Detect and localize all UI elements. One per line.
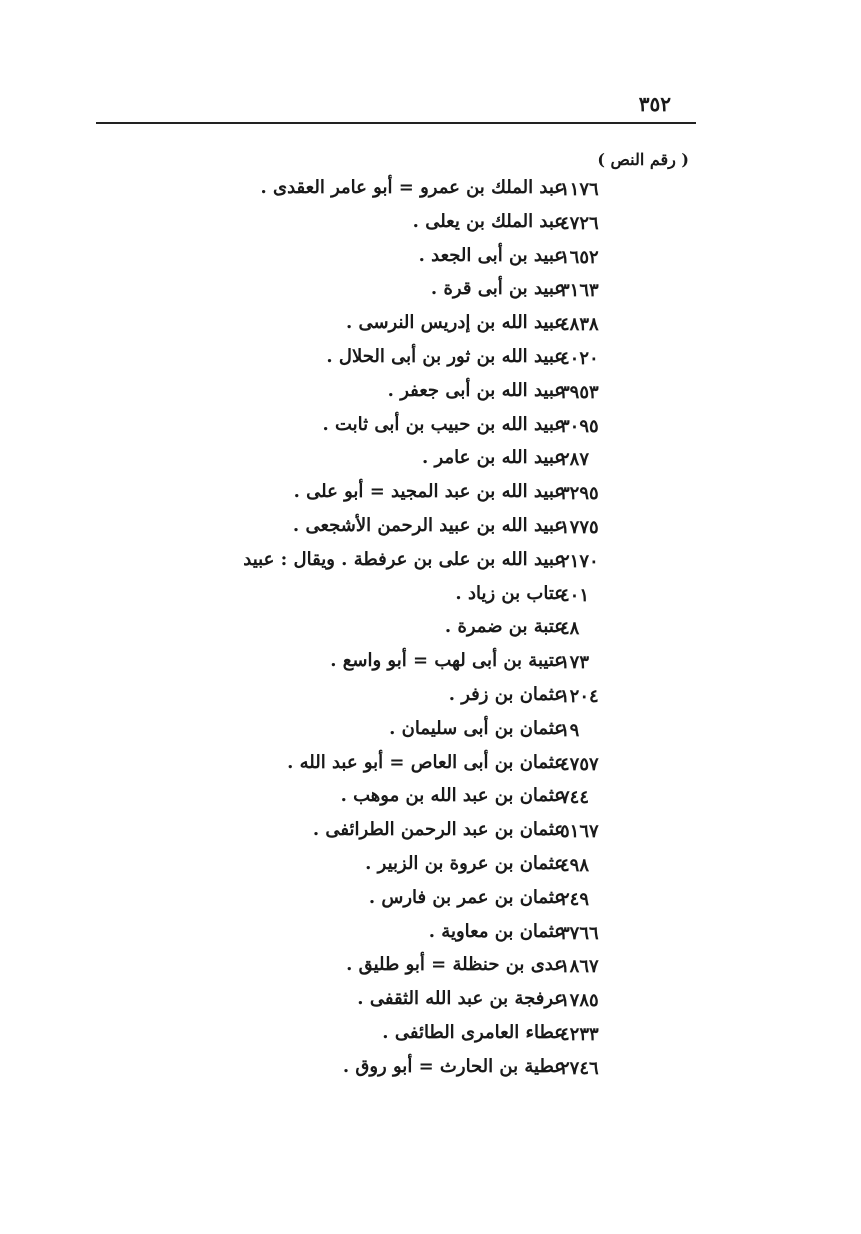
entry-name: عثمان بن عبد الله بن موهب . <box>340 785 565 807</box>
entry-number: ١٢٠٤ <box>560 685 599 707</box>
entry-number: ٣٩٥٣ <box>560 381 599 403</box>
index-entry <box>0 549 861 583</box>
index-entry <box>0 921 861 955</box>
entry-number: ١٩ <box>560 719 580 741</box>
entry-number: ٢١٧٠ <box>560 550 599 572</box>
index-entry <box>0 988 861 1022</box>
index-entry <box>0 380 861 414</box>
index-entry <box>0 278 861 312</box>
entry-name: عبد الملك بن عمرو = أبو عامر العقدى . <box>260 177 565 198</box>
index-entry <box>0 515 861 549</box>
entry-number: ٣٢٩٥ <box>560 483 599 505</box>
index-entry <box>0 853 861 887</box>
index-entry <box>0 211 861 245</box>
entry-number: ٢٧٤٦ <box>560 1057 599 1079</box>
entry-number: ٥١٦٧ <box>560 821 599 843</box>
entry-name: عبيد بن أبى الجعد . <box>418 244 565 266</box>
entry-number: ٣٧٦٦ <box>560 922 599 944</box>
entry-name: عبيد الله بن إدريس النرسى . <box>345 312 565 334</box>
index-entry <box>0 785 861 819</box>
entry-name: عثمان بن زفر . <box>448 683 565 705</box>
entry-name: عبيد الله بن أبى جعفر . <box>387 379 565 401</box>
index-entry <box>0 447 861 481</box>
index-entry <box>0 718 861 752</box>
entry-number: ٤٩٨ <box>560 854 590 876</box>
index-entry <box>0 346 861 380</box>
entry-name: عبيد الله بن على بن عرفطة . ويقال : عبيد <box>243 548 565 570</box>
entry-number: ٤٨ <box>560 618 580 640</box>
index-entry <box>0 954 861 988</box>
index-entry <box>0 245 861 279</box>
index-entry <box>0 312 861 346</box>
entry-name: عبيد بن أبى قرة . <box>430 278 565 300</box>
entry-name: عبيد الله بن ثور بن أبى الحلال . <box>326 345 565 367</box>
index-entry <box>0 1056 861 1090</box>
entry-name: عثمان بن أبى سليمان . <box>389 717 565 739</box>
entry-name: عبيد الله بن عامر . <box>422 447 565 469</box>
entry-name: عثمان بن عروة بن الزبير . <box>365 852 565 874</box>
index-entry <box>0 887 861 921</box>
entry-name: عتاب بن زياد . <box>455 582 565 604</box>
index-entry <box>0 650 861 684</box>
entry-name: عرفجة بن عبد الله الثقفى . <box>357 988 565 1010</box>
index-entry <box>0 583 861 617</box>
entry-number: ٣٠٩٥ <box>560 415 599 437</box>
entry-number: ١٨٦٧ <box>560 956 599 978</box>
entry-number: ٢٨٧ <box>560 449 590 471</box>
index-entry <box>0 616 861 650</box>
entry-number: ٧٤٤ <box>560 787 590 809</box>
entry-number: ٤٧٢٦ <box>560 212 599 234</box>
index-entry <box>0 177 861 211</box>
index-entry <box>0 481 861 515</box>
index-entry <box>0 1022 861 1056</box>
entry-name: عبد الملك بن يعلى . <box>412 210 565 232</box>
entry-number: ٤٢٣٣ <box>560 1023 599 1045</box>
entry-name: عبيد الله بن عبد المجيد = أبو على . <box>293 481 565 503</box>
entry-number: ١٧٨٥ <box>560 990 599 1012</box>
entry-name: عثمان بن أبى العاص = أبو عبد الله . <box>287 751 565 773</box>
entry-name: عبيد الله بن حبيب بن أبى ثابت . <box>322 413 565 435</box>
index-entry <box>0 752 861 786</box>
entry-name: عتيبة بن أبى لهب = أبو واسع . <box>330 650 565 672</box>
index-entry <box>0 414 861 448</box>
entry-number: ١١٧٦ <box>560 179 599 200</box>
entry-number: ١٦٥٢ <box>560 246 599 268</box>
entry-name: عطية بن الحارث = أبو روق . <box>342 1055 565 1077</box>
index-entry <box>0 684 861 718</box>
entry-name: عثمان بن عمر بن فارس . <box>368 886 565 908</box>
entry-number: ٤٧٥٧ <box>560 753 599 775</box>
entry-number: ١٧٧٥ <box>560 516 599 538</box>
entry-name: عدى بن حنظلة = أبو طليق . <box>346 954 565 976</box>
header-rule <box>96 122 696 124</box>
entry-number: ٢٤٩ <box>560 888 590 910</box>
page-number: ٣٥٢ <box>638 92 671 116</box>
entry-number: ٤٠٢٠ <box>560 347 599 369</box>
entry-name: عثمان بن عبد الرحمن الطرائفى . <box>312 819 565 841</box>
entry-number: ١٧٣ <box>560 652 590 674</box>
entry-name: عتبة بن ضمرة . <box>444 616 565 638</box>
entry-name: عبيد الله بن عبيد الرحمن الأشجعى . <box>292 514 565 536</box>
index-entry <box>0 819 861 853</box>
entry-number: ٤٨٣٨ <box>560 314 599 336</box>
entry-number: ٤٠١ <box>560 584 590 606</box>
index-entries-list <box>0 177 861 1090</box>
entry-name: عطاء العامرى الطائفى . <box>382 1021 565 1043</box>
column-header-label: ( رقم النص ) <box>597 150 689 169</box>
entry-name: عثمان بن معاوية . <box>428 920 565 942</box>
entry-number: ٣١٦٣ <box>560 280 599 302</box>
